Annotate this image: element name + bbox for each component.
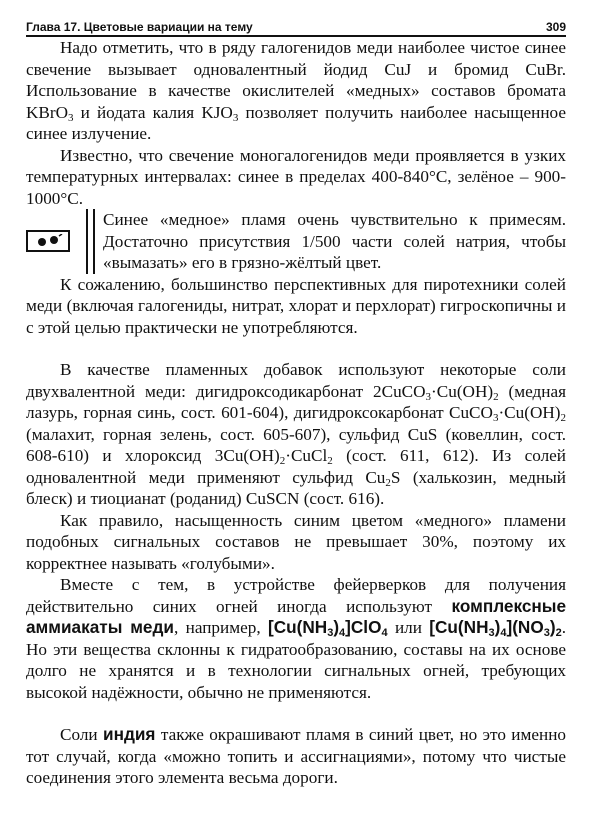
- paragraph-indium: Соли индия также окрашивают пламя в синий цвет, но это именно тот случай, когда «можно топить и ассигнациями», потому что чистые соединения этого элемента весьма дороги.: [26, 724, 566, 787]
- chapter-title: Глава 17. Цветовые вариации на тему: [26, 20, 253, 34]
- page-number: 309: [545, 20, 566, 34]
- eyes-icon: [26, 230, 70, 252]
- paragraph-temperature: Известно, что свечение моногалогенидов меди проявляется в узких температурных интервалах: синее в пределах 400-840°C, зелёное – 900-1000°C.: [26, 145, 566, 208]
- note-block: [26, 209, 566, 274]
- note-bar: [86, 209, 95, 274]
- paragraph-hygroscopic: К сожалению, большинство перспективных для пиротехники солей меди (включая галогениды, нитрат, хлорат и перхлорат) гигроскопичны и с этой целью практически не употребляются.: [26, 274, 566, 337]
- paragraph-saturation: Как правило, насыщенность синим цветом «медного» пламени подобных сигнальных составов не превышает 30%, поэтому их корректнее называть «голубыми».: [26, 510, 566, 573]
- note-text: Синее «медное» пламя очень чувствительно к примесям. Достаточно присутствия 1/500 части солей натрия, чтобы «вымазать» его в грязно-жёлтый цвет.: [103, 210, 566, 272]
- paragraph-halides: Надо отметить, что в ряду галогенидов меди наиболее чистое синее свечение вызывает одновалентный йодид CuJ и бромид CuBr. Использование в качестве окислителей «медных» составов бромата KBrO$_3$ и йодата калия $KJO_3$ позволяет получить наиболее насыщенное синее излучение.: [26, 38, 566, 143]
- paragraph-copper-salts: В качестве пламенных добавок используют некоторые соли двухвалентной меди: дигидроксодикарбонат $2CuCO_3\cdot Cu(OH)_2$ (медная лазурь, горная синь, сост. 601-604), дигидроксокарбонат $CuCO_3\cdot Cu(OH)_2$ (малахит, горная зелень, сост. 605-607), сульфид CuS (ковеллин, сост. 608-610) и хлороксид $3Cu(OH)_2\cdot CuCl_2$ (сост. 611, 612). Из солей одновалентной меди применяют сульфид $Cu_2S$ (халькозин, медный блеск) и тиоцианат (роданид) CuSCN (сост. 616).: [26, 360, 566, 508]
- paragraph-ammines: Вместе с тем, в устройстве фейерверков для получения действительно синих огней иногда используют комплексные аммиакаты меди, например, $[Cu(NH_3)_4]ClO_4$ или $[Cu(NH_3)_4](NO_3)_2$. Но эти вещества склонны к гидратообразованию, составы на их основе долго не хранятся и в технологии сигнальных огней, требующих высокой надёжности, обычно не применяются.: [26, 575, 566, 702]
- body-text: [26, 37, 566, 789]
- running-header: [26, 20, 566, 37]
